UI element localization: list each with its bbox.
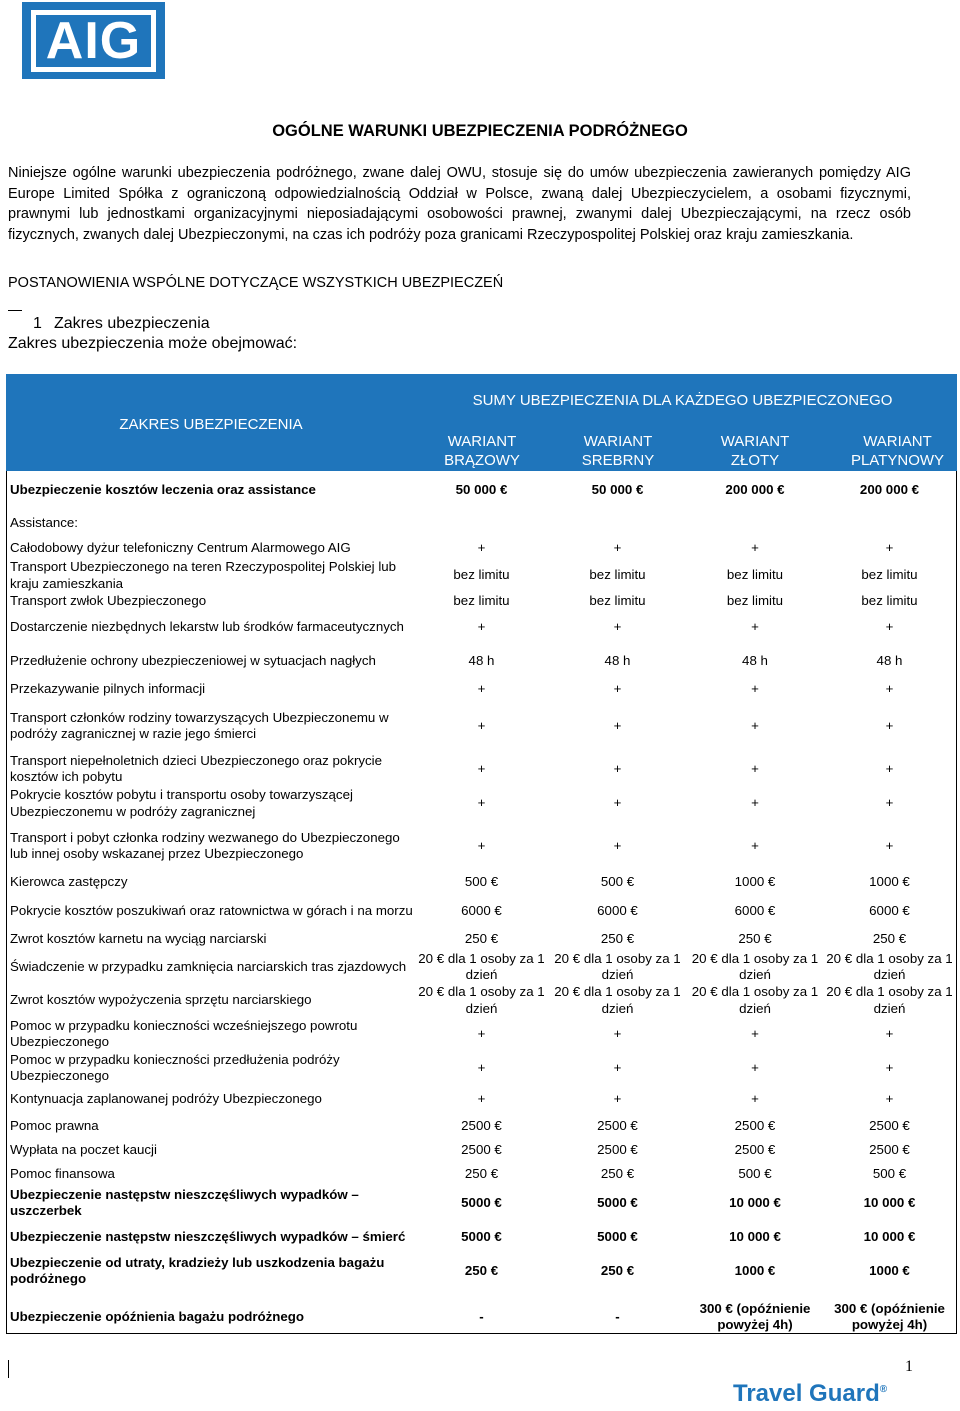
value-silver: 5000 € [597,1228,638,1244]
row-label: Pokrycie kosztów pobytu i transportu osoby towarzyszącej Ubezpieczonemu w podróży zagranicznej [10,787,353,819]
table-row [7,610,956,644]
table-row [7,821,956,871]
row-label: Ubezpieczenie od utraty, kradzieży lub uszkodzenia bagażu podróżnego [10,1254,385,1286]
value-gold: bez limitu [726,567,784,583]
row-label: Zwrot kosztów wypożyczenia sprzętu narciarskiego [10,992,312,1008]
value-platinum: + [885,717,894,733]
value-gold: + [751,795,759,811]
table-row [7,471,956,509]
row-label: Pomoc finansowa [10,1165,115,1181]
table-row [7,786,956,821]
table-row [7,509,956,537]
value-gold: 10 000 € [729,1194,781,1210]
row-label: Przedłużenie ochrony ubezpieczeniowej w sytuacjach nagłych [10,652,376,668]
row-label: Kierowca zastępczy [10,873,128,889]
value-silver: 20 € dla 1 osoby za 1 dzień [554,984,681,1016]
value-platinum: 10 000 € [863,1228,916,1244]
table-row [7,559,956,592]
value-gold: 300 € (opóźnienie powyżej 4h) [699,1300,811,1332]
value-gold: + [751,760,759,776]
row-label: Ubezpieczenie następstw nieszczęśliwych wypadków – uszczerbek [10,1186,359,1218]
table-row [7,678,956,700]
value-gold: + [751,717,759,733]
row-label: Transport członków rodziny towarzyszących Ubezpieczonemu w podróży zagranicznej w razie jego śmierci [10,709,389,741]
value-silver: bez limitu [589,567,646,583]
value-platinum: 20 € dla 1 osoby za 1 dzień [826,950,953,982]
intro-paragraph: Niniejsze ogólne warunki ubezpieczenia podróżnego, zwane dalej OWU, stosuje się do umów ubezpieczenia zawieranych pomiędzy AIG Europe Limited Spółka z ograniczoną odpowiedzialnością Oddział w Polsce, zwaną dalej Ubezpieczycielem, a osobami fizycznymi, prawnymi lub jednostkami organizacyjnymi nieposiadającymi osobowości prawnej, zwanymi dalej Ubezpieczającymi, na rzecz osób fizycznych, zwanych dalej Ubezpieczonymi, na czas ich podróży poza granicami Rzeczypospolitej Polskiej oraz kraju zamieszkania. [8,165,911,243]
value-platinum: 6000 € [869,902,910,918]
value-bronze: + [477,760,486,776]
value-gold: 2500 € [734,1117,776,1133]
value-silver: 2500 € [597,1117,638,1133]
brand-text: Travel Guard [733,1380,880,1407]
value-gold: + [751,539,759,555]
registered-mark-icon: ® [879,1384,888,1395]
value-bronze: 6000 € [461,902,502,918]
header-scope: ZAKRES UBEZPIECZENIA [119,416,303,433]
row-label: Ubezpieczenie opóźnienia bagażu podróżnego [10,1308,305,1324]
table-row [7,929,956,950]
value-platinum: 2500 € [869,1117,910,1133]
row-label: Pomoc w przypadku konieczności przedłużenia podróży Ubezpieczonego [10,1051,340,1083]
table-row [7,537,956,559]
value-gold: 200 000 € [725,481,785,497]
value-silver: + [613,1091,622,1107]
value-gold: 2500 € [734,1141,776,1157]
table-row [7,871,956,893]
header-sums: SUMY UBEZPIECZENIA DLA KAŻDEGO UBEZPIECZONEGO [472,392,893,409]
value-platinum: + [885,1025,894,1041]
section-title: Zakres ubezpieczenia [54,315,210,332]
value-platinum: + [885,539,894,555]
row-label: Transport niepełnoletnich dzieci Ubezpieczonego oraz pokrycie kosztów ich pobytu [10,752,383,784]
row-label: Pokrycie kosztów poszukiwań oraz ratownictwa w górach i na morzu [10,902,413,918]
value-silver: 2500 € [597,1141,638,1157]
common-provisions-heading: POSTANOWIENIA WSPÓLNE DOTYCZĄCE WSZYSTKICH UBEZPIECZEŃ [8,275,504,291]
row-label: Całodobowy dyżur telefoniczny Centrum Alarmowego AIG [10,539,351,555]
row-label: Pomoc prawna [10,1117,99,1133]
value-platinum: 1000 € [869,1262,910,1278]
value-silver: 250 € [600,1165,635,1181]
row-label: Assistance: [10,514,78,530]
value-platinum: + [885,1091,894,1107]
value-platinum: 2500 € [869,1141,910,1157]
value-gold: 250 € [738,931,772,947]
table-row [7,1114,956,1138]
value-bronze: - [479,1308,484,1324]
value-bronze: + [477,795,486,811]
value-platinum: + [885,680,894,696]
header-variant-platinum: WARIANT PLATYNOWY [850,433,945,469]
row-label: Pomoc w przypadku konieczności wcześniejszego powrotu Ubezpieczonego [10,1017,358,1049]
value-silver: + [613,717,622,733]
section-number: 1 [33,315,42,332]
value-silver: bez limitu [589,592,646,608]
value-platinum: 20 € dla 1 osoby za 1 dzień [826,984,953,1016]
value-bronze: + [477,1025,486,1041]
value-platinum: 500 € [872,1165,907,1181]
value-gold: 1000 € [734,873,776,889]
value-platinum: 1000 € [869,873,910,889]
value-silver: 500 € [600,873,635,889]
value-bronze: 20 € dla 1 osoby za 1 dzień [418,950,545,982]
value-bronze: 250 € [464,1165,499,1181]
value-gold: bez limitu [726,592,784,608]
page-number: 1 [905,1358,913,1375]
row-label: Wypłata na poczet kaucji [10,1141,157,1157]
section-subtitle: Zakres ubezpieczenia może obejmować: [8,335,298,352]
value-bronze: + [477,1059,486,1075]
value-gold: + [751,680,759,696]
value-silver: 250 € [600,931,635,947]
value-silver: + [613,680,622,696]
value-silver: 250 € [600,1262,635,1278]
value-silver: + [613,837,622,853]
value-gold: 1000 € [734,1262,776,1278]
value-bronze: + [477,837,486,853]
value-platinum: bez limitu [861,592,918,608]
value-gold: + [751,1025,759,1041]
value-silver: - [615,1308,620,1324]
value-platinum: 250 € [872,931,907,947]
value-bronze: 5000 € [461,1194,502,1210]
value-bronze: + [477,717,486,733]
value-gold: + [751,1091,759,1107]
value-bronze: 48 h [468,652,495,668]
value-bronze: bez limitu [453,567,510,583]
value-bronze: 250 € [464,931,499,947]
table-row [7,1254,956,1288]
table-row [7,1288,956,1346]
table-row [7,1220,956,1254]
value-platinum: 10 000 € [863,1194,916,1210]
row-label: Transport zwłok Ubezpieczonego [10,592,207,608]
value-platinum: 300 € (opóźnienie powyżej 4h) [834,1300,945,1332]
footer-mark [8,1360,9,1378]
value-bronze: 2500 € [461,1141,502,1157]
value-platinum: + [885,618,894,634]
value-bronze: bez limitu [453,592,510,608]
section-marker [8,310,22,311]
table-row [7,1138,956,1162]
table-row [7,752,956,786]
value-bronze: + [477,618,486,634]
value-platinum: + [885,837,894,853]
row-label: Przekazywanie pilnych informacji [10,680,206,696]
value-gold: 10 000 € [729,1228,781,1244]
value-silver: 48 h [604,652,631,668]
table-row [7,644,956,678]
travel-guard-logo [733,1380,887,1408]
header-variant-bronze: WARIANT BRĄZOWY [444,433,520,469]
value-bronze: + [477,539,486,555]
value-platinum: + [885,760,894,776]
value-bronze: 250 € [464,1262,499,1278]
value-platinum: bez limitu [861,567,918,583]
value-platinum: 48 h [876,652,903,668]
value-platinum: 200 000 € [859,481,920,497]
value-silver: + [613,1059,622,1075]
value-silver: + [613,1025,622,1041]
value-gold: 20 € dla 1 osoby za 1 dzień [691,984,819,1016]
value-silver: + [613,539,622,555]
row-label: Transport i pobyt członka rodziny wezwanego do Ubezpieczonego lub innej osoby wskazanej przez Ubezpieczonego [10,829,400,861]
value-silver: + [613,760,622,776]
table-row [7,700,956,752]
table-row [7,1017,956,1051]
value-gold: + [751,618,759,634]
value-bronze: 500 € [464,873,499,889]
value-bronze: 50 000 € [455,481,508,497]
row-label: Dostarczenie niezbędnych lekarstw lub środków farmaceutycznych [10,618,404,634]
value-gold: 500 € [738,1165,772,1181]
table-row [7,1162,956,1186]
row-label: Zwrot kosztów karnetu na wyciąg narciarski [10,931,267,947]
value-silver: + [613,618,622,634]
value-platinum: + [885,795,894,811]
value-gold: 48 h [742,652,768,668]
value-silver: + [613,795,622,811]
value-bronze: + [477,680,486,696]
value-bronze: 2500 € [461,1117,502,1133]
section-heading [8,315,210,333]
aig-logo [22,2,165,79]
document-title: OGÓLNE WARUNKI UBEZPIECZENIA PODRÓŻNEGO [272,122,688,140]
value-gold: 6000 € [734,902,776,918]
value-silver: 20 € dla 1 osoby za 1 dzień [554,950,681,982]
value-silver: 5000 € [597,1194,638,1210]
table-row [7,893,956,929]
value-bronze: + [477,1091,486,1107]
row-label: Ubezpieczenie kosztów leczenia oraz assistance [10,481,316,497]
value-platinum: + [885,1059,894,1075]
value-gold: + [751,1059,759,1075]
coverage-table [7,471,956,1346]
value-silver: 50 000 € [591,481,644,497]
row-label: Świadczenie w przypadku zamknięcia narciarskich tras zjazdowych [10,958,407,974]
table-row [7,1186,956,1220]
table-row [7,950,956,984]
value-bronze: 20 € dla 1 osoby za 1 dzień [418,984,545,1016]
table-row [7,1051,956,1085]
row-label: Kontynuacja zaplanowanej podróży Ubezpieczonego [10,1091,322,1107]
table-row [7,984,956,1017]
header-variant-silver: WARIANT SREBRNY [581,433,655,469]
header-variant-gold: WARIANT ZŁOTY [720,433,790,469]
row-label: Ubezpieczenie następstw nieszczęśliwych wypadków – śmierć [10,1228,406,1244]
value-silver: 6000 € [597,902,638,918]
table-row [7,592,956,610]
value-gold: + [751,837,759,853]
row-label: Transport Ubezpieczonego na teren Rzeczypospolitej Polskiej lub kraju zamieszkania [10,559,397,591]
logo-text: AIG [31,10,156,72]
value-bronze: 5000 € [461,1228,502,1244]
value-gold: 20 € dla 1 osoby za 1 dzień [691,950,819,982]
table-row [7,1085,956,1114]
